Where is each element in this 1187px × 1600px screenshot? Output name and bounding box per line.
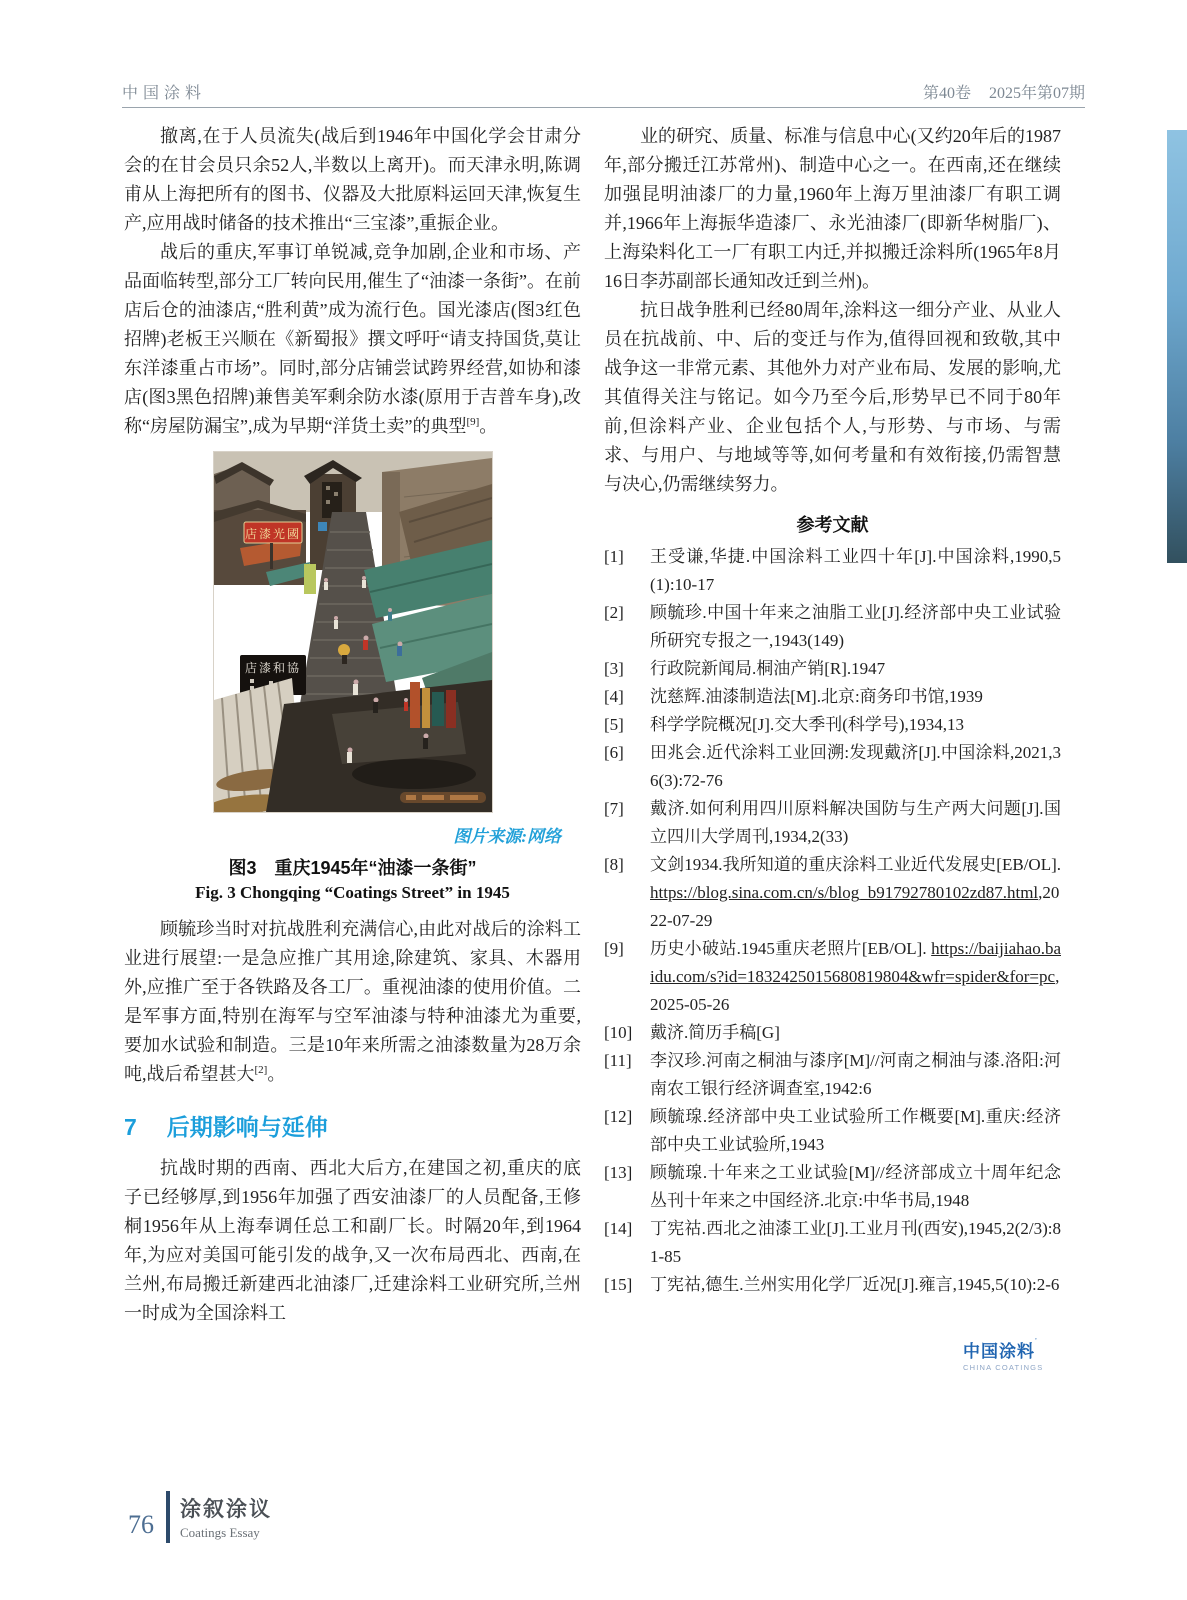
reference-text (650, 1019, 1061, 1047)
reference-text-part: 沈慈辉.油漆制造法[M].北京:商务印书馆,1939 (650, 687, 983, 706)
reference-number: [15] (604, 1275, 633, 1294)
references-title: 参考文献 (796, 515, 869, 535)
reference-text-part: 丁宪祜,德生.兰州实用化学厂近况[J].雍言,1945,5(10):2-6 (650, 1275, 1060, 1294)
reference-item (604, 1271, 1061, 1299)
footer-column (180, 1493, 272, 1541)
reference-number: [4] (604, 687, 624, 706)
paragraph: 抗战时期的西南、西北大后方,在建国之初,重庆的底子已经够厚,到1956年加强了西安油漆厂的人员配备,王修桐1956年从上海奉调任总工和副厂长。时隔20年,到1964年,为应对美国可能引发的战争,又一次布局西北、西南,在兰州,布局搬迁新建西北油漆厂,迁建涂料工业研究所,兰州一时成为全国涂料工 (124, 1158, 581, 1323)
figure-caption-cn: 图3 重庆1945年“油漆一条街” (228, 858, 477, 878)
reference-text-part: 戴济.简历手稿[G] (650, 1023, 780, 1042)
reference-text-part: 王受谦,华捷.中国涂料工业四十年[J].中国涂料,1990,5(1):10-17 (650, 547, 1061, 594)
figure-caption-en: Fig. 3 Chongqing “Coatings Street” in 1945 (195, 883, 510, 902)
reference-number: [12] (604, 1107, 633, 1126)
reference-text (650, 1215, 1061, 1271)
reference-number: [2] (604, 603, 624, 622)
paragraph-text: 顾毓珍当时对抗战胜利充满信心,由此对战后的涂料工业进行展望:一是急应推广其用途,除建筑、家具、木器用外,应推广至于各铁路及各工厂。重视油漆的使用价值。二是军事方面,特别在海军与空军油漆与特种油漆尤为重要,要加水试验和制造。三是10年来所需之油漆数量为28万余吨,战后希望甚大 (124, 919, 581, 1084)
paragraph-text: 。 (267, 1064, 286, 1084)
reference-text-part: 行政院新闻局.桐油产销[R].1947 (650, 659, 886, 678)
logo-en: CHINA COATINGS (963, 1363, 1044, 1372)
paragraph: 抗日战争胜利已经80周年,涂料这一细分产业、从业人员在抗战前、中、后的变迁与作为,值得回视和致敬,其中战争这一非常元素、其他外力对产业布局、发展的影响,尤其值得关注与铭记。如今乃至今后,形势早已不同于80年前,但涂料产业、企业包括个人,与形势、与市场、与需求、与用户、与地域等等,如何考量和有效衔接,仍需智慧与决心,仍需继续努力。 (604, 300, 1061, 494)
reference-text (650, 1159, 1061, 1215)
reference-item (604, 711, 1061, 739)
reference-text (650, 543, 1061, 599)
reference-number: [9] (604, 939, 624, 958)
reference-text (650, 1047, 1061, 1103)
reference-number: [10] (604, 1023, 633, 1042)
paragraph: 撤离,在于人员流失(战后到1946年中国化学会甘肃分会的在甘会员只余52人,半数以上离开)。而天津永明,陈调甫从上海把所有的图书、仪器及大批原料运回天津,恢复生产,应用战时储备的技术推出“三宝漆”,重振企业。 (124, 126, 581, 233)
reference-text (650, 683, 1061, 711)
journal-name: 中国涂料 (122, 85, 207, 102)
volume-issue (923, 80, 1085, 103)
paragraph-text: 。 (479, 416, 498, 436)
black-sign-text: 店漆和協 (244, 661, 301, 675)
section-number: 7 (124, 1114, 137, 1140)
reference-text (650, 739, 1061, 795)
reference-text-part: 科学学院概况[J].交大季刊(科学号),1934,13 (650, 715, 965, 734)
reference-item (604, 543, 1061, 599)
page-footer (128, 1488, 272, 1546)
figure-3 (124, 451, 581, 903)
reference-text-part: 田兆会.近代涂料工业回溯:发现戴济[J].中国涂料,2021,36(3):72-76 (650, 743, 1061, 790)
header-rule (122, 107, 1085, 108)
red-sign-text: 店漆光國 (244, 527, 301, 541)
reference-number: [13] (604, 1163, 633, 1182)
journal-logo (963, 1337, 1073, 1372)
reference-text (650, 711, 1061, 739)
reference-item (604, 739, 1061, 795)
left-column (124, 122, 581, 1328)
reference-text (650, 655, 1061, 683)
section-heading-7 (124, 1109, 581, 1142)
paragraph (124, 915, 581, 1089)
reference-number: [11] (604, 1051, 632, 1070)
reference-text-part: 丁宪祜.西北之油漆工业[J].工业月刊(西安),1945,2(2/3):81-85 (650, 1219, 1061, 1266)
reference-number: [6] (604, 743, 624, 762)
reference-text-part: 文剑1934.我所知道的重庆涂料工业近代发展史[EB/OL]. (650, 855, 1061, 874)
footer-column-en: Coatings Essay (180, 1525, 260, 1540)
reference-text-part: 戴济.如何利用四川原料解决国防与生产两大问题[J].国立四川大学周刊,1934,2(33) (650, 799, 1061, 846)
reference-text-part: 历史小破站.1945重庆老照片[EB/OL]. (650, 939, 932, 958)
reference-text-part: 顾毓瑔.经济部中央工业试验所工作概要[M].重庆:经济部中央工业试验所,1943 (650, 1107, 1061, 1154)
reference-item (604, 851, 1061, 935)
paragraph (124, 238, 581, 441)
reference-item (604, 1159, 1061, 1215)
reference-item (604, 1103, 1061, 1159)
reference-item (604, 599, 1061, 655)
footer-column-cn: 涂叙涂议 (180, 1498, 272, 1521)
right-column (604, 122, 1061, 1299)
page-header (122, 80, 1085, 103)
logo-cn: 中国涂料 (963, 1342, 1035, 1361)
reference-text (650, 851, 1061, 935)
reference-item (604, 1047, 1061, 1103)
footer-divider (166, 1491, 170, 1543)
reference-url[interactable]: https://blog.sina.com.cn/s/blog_b91792780102zd87.html (650, 883, 1039, 902)
section-title: 后期影响与延伸 (166, 1114, 328, 1140)
paragraph-text: 战后的重庆,军事订单锐减,竞争加剧,企业和市场、产品面临转型,部分工厂转向民用,催生了“油漆一条街”。在前店后仓的油漆店,“胜利黄”成为流行色。国光漆店(图3红色招牌)老板王兴顺在《新蜀报》撰文呼吁“请支持国货,莫让东洋漆重占市场”。同时,部分店铺尝试跨界经营,如协和漆店(图3黑色招牌)兼售美军剩余防水漆(原用于吉普车身),改称“房屋防漏宝”,成为早期“洋货土卖”的典型 (124, 242, 581, 436)
reference-item (604, 935, 1061, 1019)
reference-text (650, 1271, 1061, 1299)
logo-trademark: ’ (1035, 1337, 1037, 1346)
figure-source-note: 图片来源:网络 (453, 827, 561, 846)
reference-text-part: ,2022-07-29 (650, 883, 1060, 930)
citation-superscript: [9] (466, 416, 480, 428)
reference-number: [1] (604, 547, 624, 566)
reference-list (604, 543, 1061, 1299)
reference-text (650, 599, 1061, 655)
reference-number: [3] (604, 659, 624, 678)
reference-url[interactable]: https://baijiahao.baidu.com/s?id=1832425015680819804&wfr=spider&for=pc (650, 939, 1061, 986)
paragraph: 业的研究、质量、标准与信息中心(又约20年后的1987年,部分搬迁江苏常州)、制造中心之一。在西南,还在继续加强昆明油漆厂的力量,1960年上海万里油漆厂有职工调并,1966年上海振华造漆厂、永光油漆厂(即新华树脂厂)、上海染料化工一厂有职工内迁,并拟搬迁涂料所(1965年8月16日李苏副部长通知改迁到兰州)。 (604, 126, 1061, 291)
reference-item (604, 655, 1061, 683)
reference-item (604, 1019, 1061, 1047)
reference-number: [14] (604, 1219, 633, 1238)
reference-number: [7] (604, 799, 624, 818)
reference-text-part: ,2025-05-26 (650, 967, 1060, 1014)
page-number: 76 (128, 1510, 154, 1539)
reference-number: [8] (604, 855, 624, 874)
issue-label: 2025年第07期 (988, 85, 1085, 102)
reference-text-part: 顾毓瑔.十年来之工业试验[M]//经济部成立十周年纪念丛刊十年来之中国经济.北京:中华书局,1948 (650, 1163, 1061, 1210)
reference-text-part: 顾毓珍.中国十年来之油脂工业[J].经济部中央工业试验所研究专报之一,1943(149) (650, 603, 1061, 650)
reference-item (604, 795, 1061, 851)
reference-item (604, 683, 1061, 711)
reference-text (650, 1103, 1061, 1159)
reference-item (604, 1215, 1061, 1271)
citation-superscript: [2] (254, 1064, 268, 1076)
edge-decoration-strip (1167, 130, 1187, 563)
volume-label: 第40卷 (922, 85, 971, 102)
reference-number: [5] (604, 715, 624, 734)
reference-text (650, 935, 1061, 1019)
reference-text-part: 李汉珍.河南之桐油与漆序[M]//河南之桐油与漆.洛阳:河南农工银行经济调查室,1942:6 (650, 1051, 1061, 1098)
reference-text (650, 795, 1061, 851)
street-photo (213, 451, 493, 813)
